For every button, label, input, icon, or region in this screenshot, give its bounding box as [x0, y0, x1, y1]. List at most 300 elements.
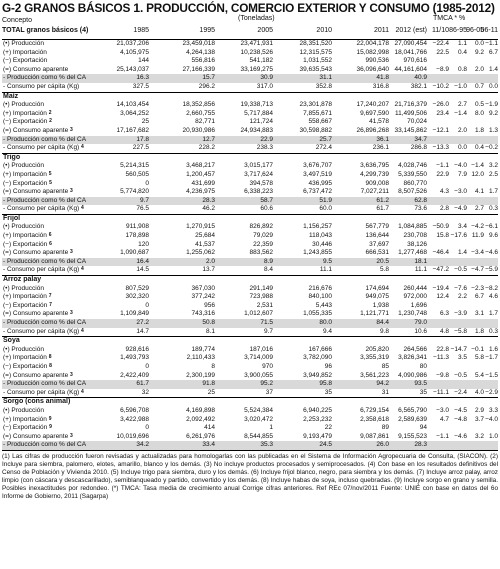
- cell-tmca: −4.7: [471, 266, 484, 274]
- cell-tmca: 8.0: [474, 109, 484, 117]
- cell-value: 4,299,739: [360, 170, 389, 178]
- footnotes: [2, 453, 498, 502]
- cell-value: 20.5: [376, 257, 389, 265]
- cell-tmca: −47.2: [432, 266, 449, 274]
- cell-value: 3,468,217: [186, 162, 215, 170]
- cell-value: 8.1: [205, 327, 215, 335]
- cell-value: 73.6: [414, 205, 427, 213]
- row-label-text: Sorgo (cons animal): [3, 398, 71, 406]
- table-row: [2, 74, 498, 83]
- row-label: [3, 372, 73, 381]
- cell-tmca: −1.0: [454, 82, 467, 90]
- cell-tmca: −1.1: [485, 40, 498, 47]
- row-label: [3, 197, 86, 206]
- cell-value: 24,934,883: [240, 126, 273, 134]
- cell-value: 1,493,793: [120, 354, 149, 362]
- cell-value: 970: [262, 362, 273, 370]
- cell-tmca: 3.2: [488, 162, 498, 170]
- cell-value: 2.0: [205, 257, 215, 265]
- cell-value: 25: [141, 118, 149, 126]
- table-row: [2, 188, 498, 197]
- cell-tmca: 0.3: [488, 327, 498, 335]
- cell-value: 10.6: [414, 327, 427, 335]
- footnote-ref: 9: [48, 415, 52, 422]
- row-label-text: (−) Exportación: [3, 240, 48, 248]
- cell-tmca: −3.0: [436, 406, 449, 414]
- cell-value: 28.3: [414, 441, 427, 449]
- cell-value: 911,908: [125, 223, 149, 231]
- cell-value: 34.2: [136, 441, 149, 449]
- cell-tmca: 6.3: [439, 310, 449, 318]
- cell-value: 1: [269, 424, 273, 432]
- row-label-text: Trigo: [3, 153, 21, 161]
- table-row: [2, 441, 498, 451]
- cell-value: 8.9: [263, 257, 273, 265]
- header-tmca-period: 86-95: [449, 27, 467, 34]
- cell-tmca: 11.9: [471, 232, 484, 240]
- table-row: [2, 171, 498, 180]
- cell-value: 31: [381, 388, 389, 396]
- cell-tmca: 1.1: [457, 40, 467, 47]
- cell-tmca: 2.5: [488, 170, 498, 178]
- cell-tmca: −22.4: [432, 40, 449, 47]
- cell-tmca: −8.2: [485, 284, 498, 292]
- cell-value: 167,666: [308, 345, 332, 353]
- row-label: [3, 180, 52, 189]
- cell-value: 39,635,543: [299, 65, 332, 73]
- cell-value: 567,779: [365, 223, 389, 231]
- cell-value: 5,443: [315, 301, 332, 309]
- cell-value: 58.7: [260, 196, 273, 204]
- header-unit: (Toneladas): [238, 15, 275, 22]
- row-label: [3, 136, 86, 145]
- row-label: [3, 354, 52, 363]
- table-row: [2, 285, 498, 294]
- cell-value: 352.8: [315, 82, 332, 90]
- cell-value: 227.5: [132, 144, 149, 152]
- cell-value: 24.5: [319, 441, 332, 449]
- row-label: [3, 346, 44, 355]
- cell-tmca: −4.2: [471, 223, 484, 231]
- cell-value: 970,616: [403, 57, 427, 65]
- cell-tmca: −1.1: [436, 162, 449, 170]
- cell-value: 2,660,755: [186, 109, 215, 117]
- cell-tmca: 2.8: [439, 205, 449, 213]
- cell-value: 31.1: [319, 74, 332, 82]
- footnote-ref: 5: [49, 179, 52, 186]
- cell-value: 264,566: [403, 345, 427, 353]
- cell-value: 37: [265, 388, 273, 396]
- cell-tmca: −0.1: [471, 345, 484, 353]
- cell-value: 18.1: [414, 257, 427, 265]
- header-tmca-period: 96-05: [466, 27, 484, 34]
- section-label: [3, 93, 18, 102]
- cell-tmca: −2.3: [471, 284, 484, 292]
- header-year: 1985: [133, 27, 149, 34]
- table-row: [2, 380, 498, 389]
- row-label: [3, 380, 86, 389]
- row-label: [3, 389, 84, 398]
- footnote-ref: 6: [49, 240, 52, 247]
- row-label: [3, 232, 52, 241]
- cell-value: 7,027,211: [360, 188, 389, 196]
- table-row: [2, 416, 498, 425]
- table-row: [2, 110, 498, 119]
- footnote-ref: 8: [48, 354, 52, 361]
- row-label-text: (+) Importación: [3, 354, 47, 362]
- table-row: [2, 180, 498, 189]
- cell-value: 118,043: [308, 232, 332, 240]
- row-label-text: Arroz palay: [3, 276, 42, 284]
- cell-value: 94: [419, 424, 427, 432]
- footnote-ref: 9: [49, 424, 52, 431]
- cell-tmca: 0.7: [474, 82, 484, 90]
- cell-tmca: 1.4: [457, 249, 467, 257]
- cell-value: 414: [204, 424, 215, 432]
- cell-value: 33,169,275: [240, 65, 273, 73]
- cell-value: 62.8: [414, 196, 427, 204]
- cell-value: 22,359: [253, 240, 273, 248]
- cell-value: 2,092,492: [186, 415, 215, 423]
- cell-tmca: −11.1: [433, 388, 449, 396]
- cell-value: 14,103,454: [116, 101, 149, 109]
- cell-value: 23,301,878: [299, 101, 332, 109]
- cell-tmca: 3.1: [474, 310, 484, 318]
- section-label: [3, 276, 41, 285]
- cell-value: 1,090,687: [120, 249, 149, 257]
- cell-value: 1,277,468: [398, 249, 427, 257]
- cell-value: 4,028,746: [398, 162, 427, 170]
- cell-value: 136,644: [365, 232, 389, 240]
- cell-value: 272.4: [315, 144, 332, 152]
- cell-tmca: −3.0: [454, 188, 467, 196]
- header-year: 2010: [316, 27, 332, 34]
- cell-value: 302,320: [125, 293, 149, 301]
- footnote-ref: 7: [49, 301, 52, 308]
- table-row: [2, 136, 498, 145]
- cell-value: 377,242: [191, 293, 215, 301]
- cell-value: 16.4: [136, 257, 149, 265]
- row-label-text: (+) Importación: [3, 170, 47, 178]
- table-row: [2, 57, 498, 66]
- cell-tmca: 2.7: [457, 101, 467, 109]
- section-row: [2, 337, 498, 346]
- cell-value: 2,110,433: [186, 354, 215, 362]
- row-label-text: (=) Consumo aparente: [3, 432, 69, 440]
- row-label-text: - Consumo per cápita (Kg): [3, 82, 80, 90]
- cell-value: 26.0: [376, 441, 389, 449]
- cell-value: 71.5: [260, 319, 273, 326]
- cell-tmca: −2.9: [485, 388, 498, 396]
- cell-value: 85: [381, 362, 389, 370]
- cell-tmca: 1.7: [488, 188, 498, 196]
- row-label: [3, 416, 52, 425]
- table-header: [2, 15, 498, 40]
- row-label-text: - Consumo per cápita (Kg): [3, 388, 80, 396]
- cell-value: 11.1: [414, 266, 427, 274]
- cell-value: 1,938: [372, 301, 389, 309]
- cell-value: 1,230,748: [398, 310, 427, 318]
- cell-value: 260,444: [403, 284, 427, 292]
- cell-value: 23,459,018: [182, 40, 215, 47]
- cell-value: 27,090,454: [394, 40, 427, 47]
- cell-value: 16.3: [136, 74, 149, 82]
- cell-value: 40.9: [414, 74, 427, 82]
- cell-value: 18,041,766: [394, 48, 427, 56]
- row-label: [3, 328, 84, 337]
- cell-value: 9.7: [139, 196, 149, 204]
- cell-tmca: −0.5: [454, 371, 467, 379]
- row-label-text: Maíz: [3, 92, 19, 100]
- cell-tmca: −4.8: [454, 415, 467, 423]
- cell-value: 27.2: [136, 319, 149, 326]
- cell-value: 3,355,319: [360, 354, 389, 362]
- cell-tmca: −0.5: [454, 266, 467, 274]
- table-row: [2, 49, 498, 58]
- row-label: [3, 74, 86, 83]
- cell-value: 120: [138, 240, 149, 248]
- cell-value: 14.7: [136, 327, 149, 335]
- cell-tmca: −5.8: [454, 327, 467, 335]
- cell-value: 4,236,975: [186, 188, 215, 196]
- row-label: [3, 40, 44, 49]
- row-label: [3, 293, 52, 302]
- cell-tmca: 0.0: [457, 144, 467, 152]
- cell-value: 3,015,177: [244, 162, 273, 170]
- title-subtitle: . PRODUCCIÓN, COMERCIO EXTERIOR Y CONSUMO (1985-2012): [139, 1, 495, 15]
- footnote-ref: 3: [70, 249, 73, 256]
- cell-value: 7,855,671: [303, 109, 332, 117]
- cell-tmca: 15.8: [436, 232, 449, 240]
- cell-value: 560,505: [125, 170, 149, 178]
- cell-tmca: 23.4: [436, 109, 449, 117]
- cell-value: 11,499,506: [394, 109, 427, 117]
- cell-value: 46.2: [202, 205, 215, 213]
- table-row: [2, 144, 498, 154]
- cell-value: 1,243,855: [303, 249, 332, 257]
- cell-value: 27,166,339: [182, 65, 215, 73]
- row-label: [3, 302, 52, 311]
- footnote-ref: 2: [48, 109, 52, 116]
- header-tmca-period: 06-11: [480, 27, 498, 34]
- cell-tmca: 6.7: [474, 293, 484, 301]
- cell-tmca: 1.7: [488, 310, 498, 318]
- cell-value: 10,238,526: [240, 48, 273, 56]
- row-label: [3, 205, 84, 214]
- row-label: [3, 57, 47, 66]
- cell-tmca: 2.2: [457, 293, 467, 301]
- cell-value: 2,358,618: [360, 415, 389, 423]
- cell-value: 19,338,713: [240, 101, 273, 109]
- row-label-text: (=) Consumo aparente: [3, 188, 69, 196]
- footnote-ref: 3: [70, 310, 73, 317]
- section-label: [3, 398, 70, 407]
- cell-value: 60.0: [319, 205, 332, 213]
- cell-value: 3,714,009: [244, 354, 273, 362]
- cell-value: 32: [141, 388, 149, 396]
- cell-value: 76.5: [136, 205, 149, 213]
- data-table: [2, 40, 498, 451]
- cell-value: 17.8: [136, 135, 149, 143]
- table-row: [2, 197, 498, 206]
- cell-value: 1,121,771: [360, 310, 389, 318]
- table-row: [2, 232, 498, 241]
- row-label: [3, 258, 86, 267]
- cell-value: 82,771: [195, 118, 215, 126]
- cell-tmca: −1.4: [471, 162, 484, 170]
- cell-value: 9.8: [379, 327, 389, 335]
- table-row: [2, 249, 498, 258]
- cell-value: 38,126: [407, 240, 427, 248]
- row-label: [3, 101, 44, 110]
- cell-value: 436,995: [308, 179, 332, 187]
- cell-tmca: 5.8: [474, 354, 484, 362]
- row-label-text: - Consumo per cápita (Kg): [3, 144, 80, 152]
- cell-value: 30,598,882: [299, 126, 332, 134]
- row-label: [3, 319, 86, 328]
- cell-value: 28,351,520: [299, 40, 332, 47]
- cell-value: 394,578: [249, 179, 273, 187]
- row-label: [3, 424, 52, 433]
- row-label: [3, 127, 73, 136]
- cell-value: 144: [138, 57, 149, 65]
- header-year: 2005: [257, 27, 273, 34]
- cell-value: 972,000: [403, 293, 427, 301]
- cell-value: 826,892: [249, 223, 273, 231]
- cell-value: 84.4: [376, 319, 389, 326]
- row-label-text: - Producción como % del CA: [3, 319, 87, 326]
- row-label-text: (•) Producción: [3, 40, 44, 47]
- cell-tmca: 1.6: [488, 345, 498, 353]
- cell-value: 1,055,335: [303, 310, 332, 318]
- report-page: [2, 1, 498, 567]
- cell-tmca: −12.1: [432, 126, 449, 134]
- cell-value: 20,930,986: [182, 126, 215, 134]
- cell-tmca: 2.0: [457, 126, 467, 134]
- cell-value: 949,075: [365, 293, 389, 301]
- cell-tmca: −8.9: [436, 65, 449, 73]
- row-label: [3, 162, 44, 171]
- cell-tmca: 3.5: [457, 354, 467, 362]
- footnote-ref: 3: [70, 371, 73, 378]
- cell-value: 17,167,682: [116, 126, 149, 134]
- cell-value: 35.3: [260, 441, 273, 449]
- row-label: [3, 363, 52, 372]
- cell-tmca: 22.9: [436, 170, 449, 178]
- row-label-text: (•) Producción: [3, 223, 44, 231]
- row-label-text: (+) Importación: [3, 48, 47, 56]
- cell-tmca: 9.2: [488, 109, 498, 117]
- cell-value: 0: [145, 362, 149, 370]
- cell-tmca: 7.9: [457, 170, 467, 178]
- cell-value: 286.8: [410, 144, 427, 152]
- footnote-ref: 3: [70, 188, 73, 195]
- table-row: [2, 258, 498, 267]
- cell-tmca: 3.4: [457, 223, 467, 231]
- cell-tmca: 9.6: [488, 232, 498, 240]
- cell-tmca: 1.8: [474, 327, 484, 335]
- cell-tmca: 4.8: [439, 327, 449, 335]
- row-label: [3, 241, 52, 250]
- row-label-text: (=) Consumo aparente: [3, 249, 69, 257]
- cell-value: 2,531: [256, 301, 273, 309]
- cell-tmca: 0.4: [457, 48, 467, 56]
- cell-value: 8: [211, 362, 215, 370]
- cell-value: 5,717,884: [244, 109, 273, 117]
- cell-tmca: 0.5: [474, 101, 484, 109]
- row-label-text: (−) Exportación: [3, 301, 48, 309]
- section-row: [2, 215, 498, 224]
- cell-value: 296.2: [198, 82, 215, 90]
- cell-value: 9,193,479: [303, 432, 332, 440]
- cell-value: 30.9: [260, 74, 273, 82]
- cell-value: 956: [204, 301, 215, 309]
- cell-value: 22,004,178: [356, 40, 389, 47]
- cell-tmca: −1.5: [485, 371, 498, 379]
- row-label-text: (+) Importación: [3, 415, 47, 423]
- cell-value: 187,016: [249, 345, 273, 353]
- cell-tmca: −17.6: [450, 232, 467, 240]
- cell-value: 4,090,986: [398, 371, 427, 379]
- cell-value: 36,096,640: [356, 65, 389, 73]
- row-label-text: (•) Producción: [3, 406, 44, 414]
- cell-value: 3,949,852: [303, 371, 332, 379]
- cell-value: 3,636,795: [360, 162, 389, 170]
- table-row: [2, 293, 498, 302]
- cell-tmca: −19.4: [432, 284, 449, 292]
- cell-tmca: 12.4: [436, 293, 449, 301]
- cell-value: 883,562: [249, 249, 273, 257]
- row-label: [3, 83, 79, 92]
- row-label-text: - Producción como % del CA: [3, 441, 87, 449]
- cell-value: 5,214,315: [120, 162, 149, 170]
- cell-value: 44,161,604: [394, 65, 427, 73]
- row-label-text: (+) Importación: [3, 109, 47, 117]
- cell-value: 1,031,552: [303, 57, 332, 65]
- cell-tmca: −1.1: [436, 432, 449, 440]
- page-title: [2, 1, 498, 15]
- cell-value: 205,820: [365, 345, 389, 353]
- footnote-ref: 3: [70, 432, 73, 439]
- cell-value: 12.7: [202, 135, 215, 143]
- row-label-text: - Producción como % del CA: [3, 135, 87, 143]
- cell-value: 3,717,624: [244, 170, 273, 178]
- cell-value: 174,694: [365, 284, 389, 292]
- cell-tmca: −13.3: [432, 144, 449, 152]
- cell-value: 21,037,206: [116, 40, 149, 47]
- header-concepto: Concepto: [2, 17, 32, 24]
- cell-tmca: −5.9: [485, 266, 498, 274]
- row-label: [3, 144, 84, 153]
- cell-value: 10,019,696: [116, 432, 149, 440]
- cell-tmca: 2.0: [474, 65, 484, 73]
- row-label: [3, 310, 73, 319]
- row-label: [3, 49, 47, 58]
- footnote-ref: 4: [81, 266, 84, 273]
- cell-tmca: 0.4: [474, 144, 484, 152]
- cell-tmca: 1.3: [488, 126, 498, 134]
- cell-tmca: −4.9: [454, 205, 467, 213]
- cell-value: 230,708: [403, 232, 427, 240]
- row-label: [3, 433, 73, 442]
- cell-value: 556,816: [191, 57, 215, 65]
- cell-value: 9.4: [322, 327, 332, 335]
- cell-value: 382.1: [410, 82, 427, 90]
- cell-value: 0: [145, 179, 149, 187]
- cell-tmca: −1.4: [454, 109, 467, 117]
- cell-value: 558,667: [308, 118, 332, 126]
- cell-value: 25.7: [319, 135, 332, 143]
